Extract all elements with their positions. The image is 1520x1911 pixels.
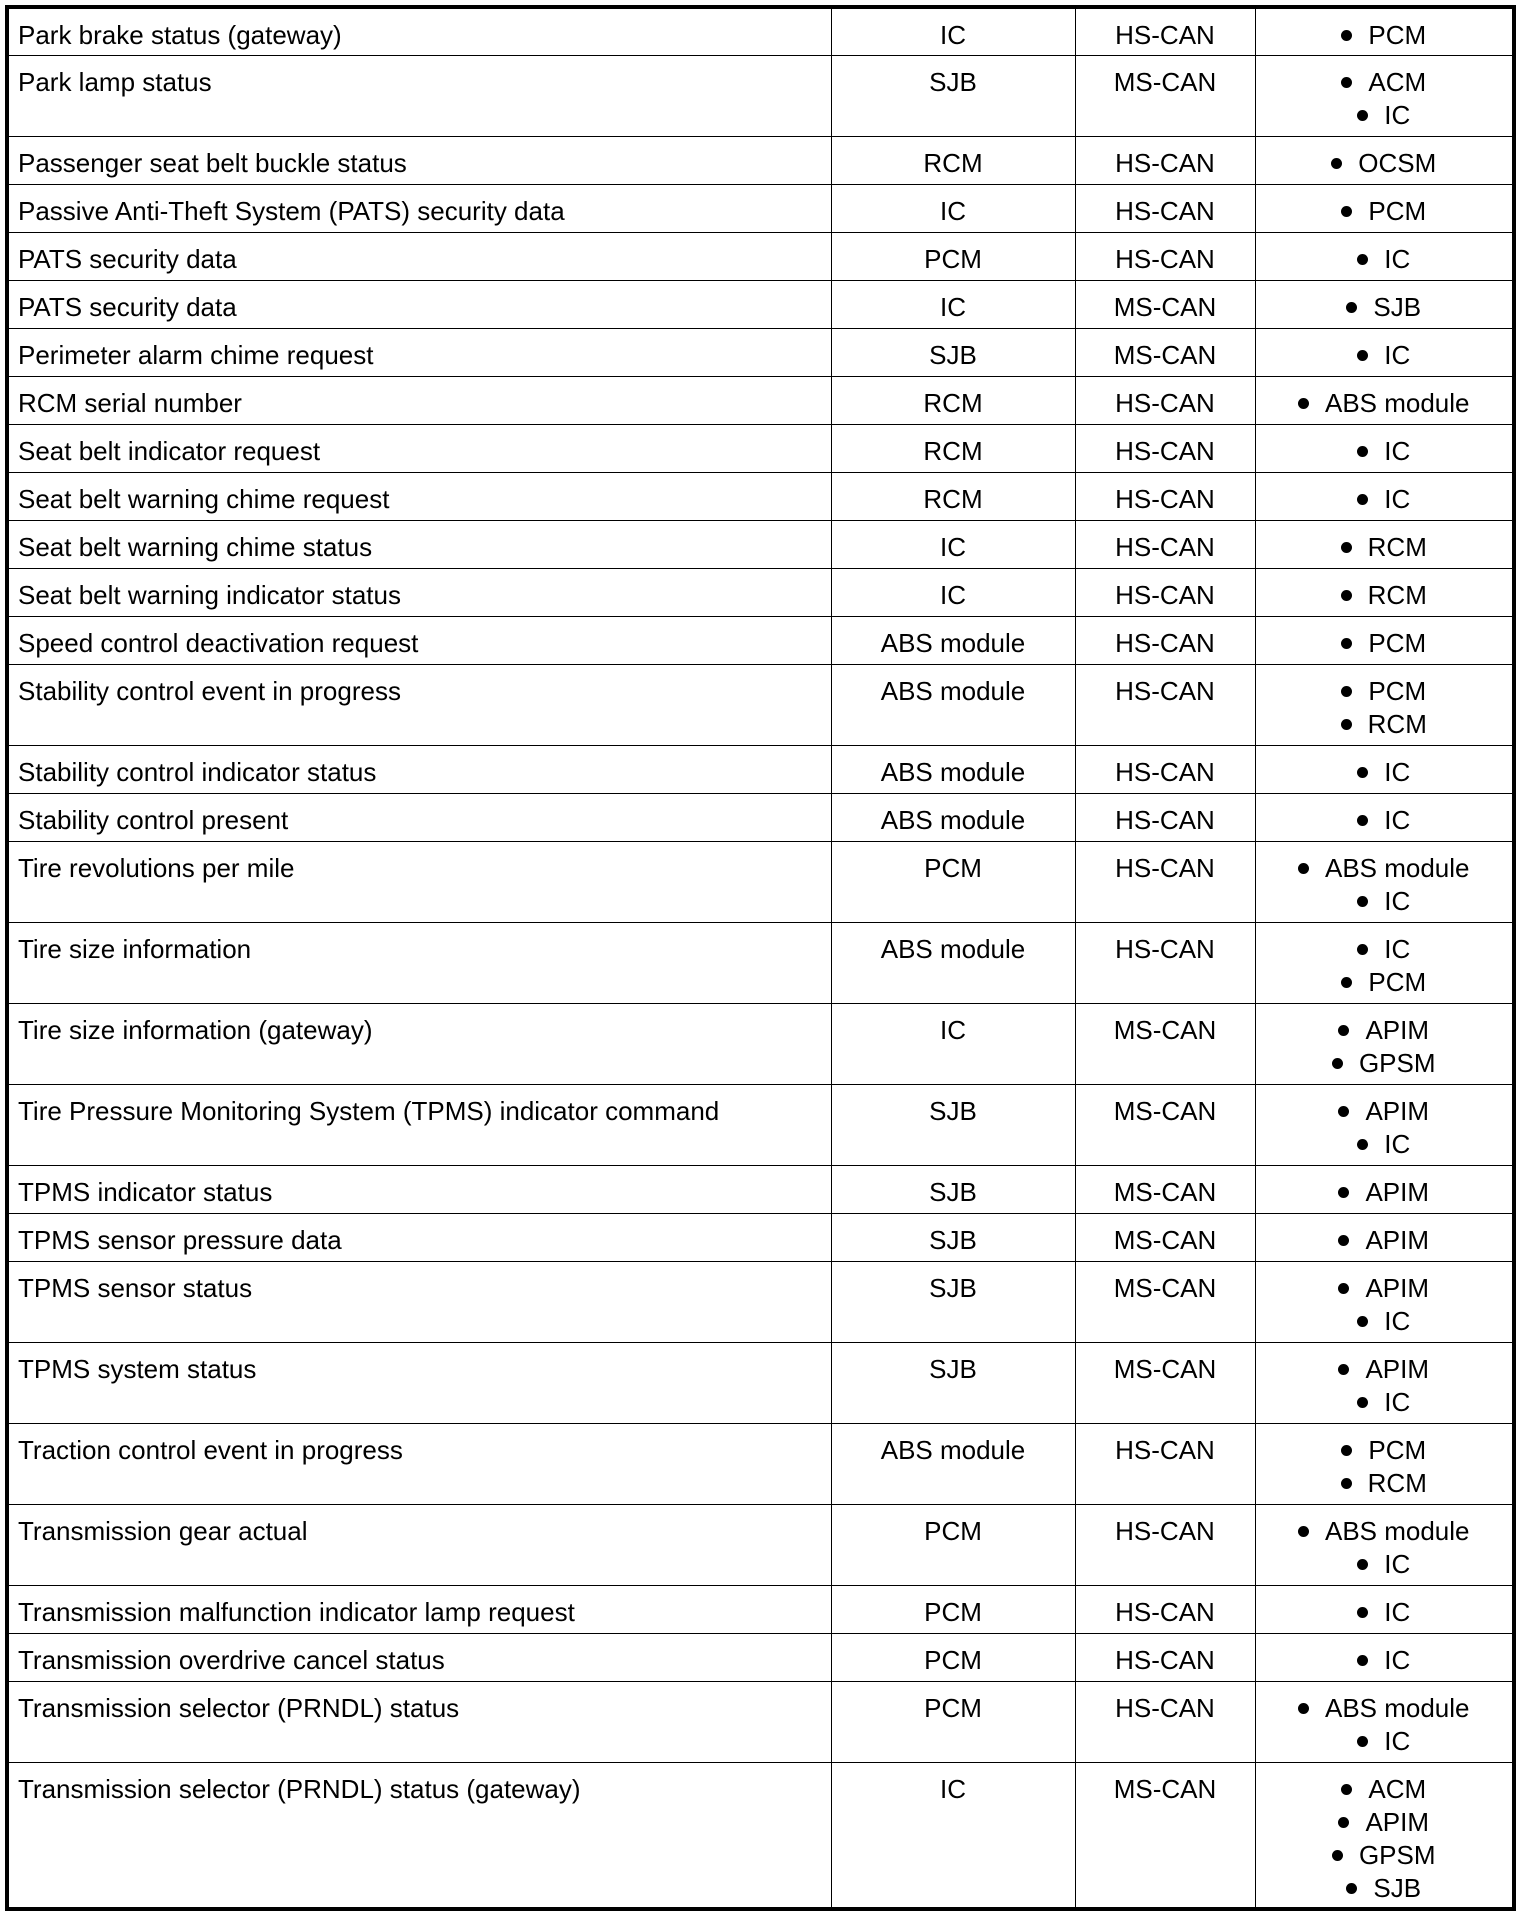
receiver-label: RCM	[1367, 1467, 1427, 1498]
bullet-icon	[1341, 1784, 1352, 1795]
receiver-label: ABS module	[1324, 852, 1470, 883]
receiver-item	[1265, 1644, 1504, 1677]
receivers-cell	[1255, 1633, 1514, 1681]
table-row	[7, 793, 1514, 841]
originator-cell: SJB	[831, 1213, 1075, 1261]
originator-cell: SJB	[831, 1084, 1075, 1165]
receiver-label: APIM	[1365, 1095, 1430, 1126]
originator-cell: ABS module	[831, 745, 1075, 793]
receiver-label: SJB	[1373, 291, 1422, 322]
receivers-cell	[1255, 1165, 1514, 1213]
receiver-item	[1265, 1434, 1504, 1467]
bullet-icon	[1341, 77, 1352, 88]
receivers-cell	[1255, 1003, 1514, 1084]
table-row	[7, 328, 1514, 376]
receiver-item	[1265, 1548, 1504, 1581]
receiver-item	[1265, 1305, 1504, 1338]
table-row	[7, 55, 1514, 136]
receiver-item	[1265, 885, 1504, 918]
receiver-item	[1265, 291, 1504, 324]
table-row	[7, 1681, 1514, 1762]
receivers-cell	[1255, 472, 1514, 520]
receiver-label: APIM	[1365, 1224, 1430, 1255]
bullet-icon	[1341, 1445, 1352, 1456]
bullet-icon	[1341, 542, 1352, 553]
receiver-item	[1265, 675, 1504, 708]
receiver-label: IC	[1384, 933, 1411, 964]
network-cell: HS-CAN	[1075, 1633, 1255, 1681]
message-cell: Traction control event in progress	[7, 1423, 831, 1504]
receivers-cell	[1255, 1423, 1514, 1504]
bullet-icon	[1357, 1559, 1368, 1570]
table-row	[7, 1213, 1514, 1261]
bullet-icon	[1332, 1058, 1343, 1069]
bullet-icon	[1338, 1106, 1349, 1117]
bullet-icon	[1298, 398, 1309, 409]
originator-cell: PCM	[831, 232, 1075, 280]
table-row	[7, 136, 1514, 184]
network-cell: HS-CAN	[1075, 472, 1255, 520]
receiver-item	[1265, 966, 1504, 999]
receiver-item	[1265, 1014, 1504, 1047]
network-cell: MS-CAN	[1075, 1762, 1255, 1909]
receivers-cell	[1255, 1504, 1514, 1585]
receiver-item	[1265, 387, 1504, 420]
receiver-label: APIM	[1365, 1806, 1430, 1837]
message-cell: PATS security data	[7, 232, 831, 280]
message-cell: Tire Pressure Monitoring System (TPMS) indicator command	[7, 1084, 831, 1165]
table-row	[7, 184, 1514, 232]
message-cell: Park brake status (gateway)	[7, 7, 831, 55]
receiver-item	[1265, 852, 1504, 885]
message-cell: Tire size information	[7, 922, 831, 1003]
originator-cell: SJB	[831, 1165, 1075, 1213]
bullet-icon	[1357, 350, 1368, 361]
message-cell: Stability control indicator status	[7, 745, 831, 793]
message-cell: Seat belt warning indicator status	[7, 568, 831, 616]
originator-cell: ABS module	[831, 922, 1075, 1003]
receivers-cell	[1255, 328, 1514, 376]
receiver-label: IC	[1384, 435, 1411, 466]
receiver-label: APIM	[1365, 1353, 1430, 1384]
message-cell: Transmission overdrive cancel status	[7, 1633, 831, 1681]
receiver-item	[1265, 1353, 1504, 1386]
receiver-label: ACM	[1368, 66, 1427, 97]
bullet-icon	[1341, 30, 1352, 41]
receiver-label: IC	[1384, 1386, 1411, 1417]
receiver-label: IC	[1384, 1596, 1411, 1627]
receiver-item	[1265, 1872, 1504, 1905]
bullet-icon	[1346, 302, 1357, 313]
message-cell: Tire revolutions per mile	[7, 841, 831, 922]
bullet-icon	[1338, 1187, 1349, 1198]
receiver-item	[1265, 1047, 1504, 1080]
originator-cell: IC	[831, 7, 1075, 55]
receiver-label: PCM	[1368, 675, 1427, 706]
message-cell: PATS security data	[7, 280, 831, 328]
table-row	[7, 1423, 1514, 1504]
receiver-item	[1265, 1725, 1504, 1758]
message-cell: RCM serial number	[7, 376, 831, 424]
network-message-table-sheet	[5, 5, 1516, 1906]
table-row	[7, 1504, 1514, 1585]
network-cell: HS-CAN	[1075, 922, 1255, 1003]
message-cell: Stability control present	[7, 793, 831, 841]
bullet-icon	[1298, 1703, 1309, 1714]
receivers-cell	[1255, 568, 1514, 616]
bullet-icon	[1341, 1478, 1352, 1489]
receiver-item	[1265, 1128, 1504, 1161]
bullet-icon	[1338, 1025, 1349, 1036]
originator-cell: IC	[831, 1762, 1075, 1909]
message-cell: TPMS indicator status	[7, 1165, 831, 1213]
message-cell: Transmission gear actual	[7, 1504, 831, 1585]
message-cell: Transmission malfunction indicator lamp request	[7, 1585, 831, 1633]
bullet-icon	[1357, 1139, 1368, 1150]
table-body	[7, 7, 1514, 1909]
originator-cell: RCM	[831, 376, 1075, 424]
network-cell: HS-CAN	[1075, 7, 1255, 55]
receivers-cell	[1255, 616, 1514, 664]
receiver-item	[1265, 1467, 1504, 1500]
table-row	[7, 1084, 1514, 1165]
receiver-label: ABS module	[1324, 1692, 1470, 1723]
network-cell: MS-CAN	[1075, 1261, 1255, 1342]
receiver-label: IC	[1384, 885, 1411, 916]
bullet-icon	[1341, 590, 1352, 601]
receiver-item	[1265, 1773, 1504, 1806]
network-cell: HS-CAN	[1075, 745, 1255, 793]
originator-cell: ABS module	[831, 616, 1075, 664]
table-row	[7, 841, 1514, 922]
receivers-cell	[1255, 664, 1514, 745]
originator-cell: PCM	[831, 1504, 1075, 1585]
bullet-icon	[1338, 1817, 1349, 1828]
table-row	[7, 376, 1514, 424]
bullet-icon	[1341, 638, 1352, 649]
message-cell: Seat belt indicator request	[7, 424, 831, 472]
bullet-icon	[1346, 1883, 1357, 1894]
table-row	[7, 7, 1514, 55]
receiver-item	[1265, 1839, 1504, 1872]
bullet-icon	[1357, 815, 1368, 826]
bullet-icon	[1338, 1235, 1349, 1246]
receiver-label: IC	[1384, 1548, 1411, 1579]
network-message-table	[5, 5, 1516, 1911]
receiver-label: GPSM	[1358, 1047, 1436, 1078]
receiver-label: ABS module	[1324, 387, 1470, 418]
table-row	[7, 1633, 1514, 1681]
receiver-label: PCM	[1368, 20, 1427, 50]
receiver-label: IC	[1384, 483, 1411, 514]
network-cell: MS-CAN	[1075, 1084, 1255, 1165]
receiver-item	[1265, 147, 1504, 180]
message-cell: Perimeter alarm chime request	[7, 328, 831, 376]
receivers-cell	[1255, 1681, 1514, 1762]
receivers-cell	[1255, 184, 1514, 232]
table-row	[7, 616, 1514, 664]
bullet-icon	[1357, 896, 1368, 907]
receivers-cell	[1255, 7, 1514, 55]
message-cell: TPMS sensor status	[7, 1261, 831, 1342]
message-cell: Seat belt warning chime request	[7, 472, 831, 520]
network-cell: HS-CAN	[1075, 1423, 1255, 1504]
message-cell: TPMS system status	[7, 1342, 831, 1423]
receiver-label: IC	[1384, 243, 1411, 274]
receiver-label: IC	[1384, 1128, 1411, 1159]
receiver-item	[1265, 1386, 1504, 1419]
receivers-cell	[1255, 841, 1514, 922]
bullet-icon	[1357, 767, 1368, 778]
receiver-item	[1265, 627, 1504, 660]
message-cell: Passive Anti-Theft System (PATS) security data	[7, 184, 831, 232]
network-cell: HS-CAN	[1075, 136, 1255, 184]
receivers-cell	[1255, 520, 1514, 568]
receiver-label: IC	[1384, 1644, 1411, 1675]
receiver-item	[1265, 1176, 1504, 1209]
receiver-label: APIM	[1365, 1014, 1430, 1045]
receiver-item	[1265, 195, 1504, 228]
network-cell: HS-CAN	[1075, 1585, 1255, 1633]
receiver-item	[1265, 804, 1504, 837]
message-cell: Tire size information (gateway)	[7, 1003, 831, 1084]
bullet-icon	[1331, 158, 1342, 169]
message-cell: Speed control deactivation request	[7, 616, 831, 664]
receiver-item	[1265, 483, 1504, 516]
receivers-cell	[1255, 1342, 1514, 1423]
bullet-icon	[1357, 494, 1368, 505]
message-cell: Stability control event in progress	[7, 664, 831, 745]
originator-cell: RCM	[831, 472, 1075, 520]
receiver-label: GPSM	[1358, 1839, 1436, 1870]
receiver-label: APIM	[1365, 1272, 1430, 1303]
originator-cell: SJB	[831, 1342, 1075, 1423]
originator-cell: RCM	[831, 424, 1075, 472]
bullet-icon	[1341, 686, 1352, 697]
receiver-label: APIM	[1365, 1176, 1430, 1207]
receiver-item	[1265, 1692, 1504, 1725]
table-row	[7, 1762, 1514, 1909]
bullet-icon	[1341, 977, 1352, 988]
message-cell: Seat belt warning chime status	[7, 520, 831, 568]
bullet-icon	[1357, 110, 1368, 121]
receivers-cell	[1255, 376, 1514, 424]
originator-cell: PCM	[831, 1681, 1075, 1762]
bullet-icon	[1338, 1283, 1349, 1294]
network-cell: HS-CAN	[1075, 424, 1255, 472]
originator-cell: IC	[831, 1003, 1075, 1084]
network-cell: MS-CAN	[1075, 328, 1255, 376]
network-cell: HS-CAN	[1075, 664, 1255, 745]
message-cell: Transmission selector (PRNDL) status (gateway)	[7, 1762, 831, 1909]
originator-cell: ABS module	[831, 793, 1075, 841]
receiver-label: IC	[1384, 99, 1411, 130]
originator-cell: IC	[831, 280, 1075, 328]
bullet-icon	[1357, 446, 1368, 457]
receiver-item	[1265, 19, 1504, 52]
receivers-cell	[1255, 136, 1514, 184]
receiver-item	[1265, 756, 1504, 789]
bullet-icon	[1357, 1607, 1368, 1618]
originator-cell: IC	[831, 568, 1075, 616]
network-cell: HS-CAN	[1075, 568, 1255, 616]
originator-cell: IC	[831, 184, 1075, 232]
receiver-item	[1265, 1272, 1504, 1305]
originator-cell: SJB	[831, 328, 1075, 376]
originator-cell: PCM	[831, 1633, 1075, 1681]
receivers-cell	[1255, 1762, 1514, 1909]
network-cell: HS-CAN	[1075, 616, 1255, 664]
receiver-label: PCM	[1368, 966, 1427, 997]
table-row	[7, 568, 1514, 616]
bullet-icon	[1341, 206, 1352, 217]
network-cell: HS-CAN	[1075, 793, 1255, 841]
receiver-item	[1265, 66, 1504, 99]
table-row	[7, 1342, 1514, 1423]
receiver-item	[1265, 1596, 1504, 1629]
receiver-item	[1265, 579, 1504, 612]
network-cell: HS-CAN	[1075, 232, 1255, 280]
table-row	[7, 922, 1514, 1003]
receiver-item	[1265, 1806, 1504, 1839]
network-cell: MS-CAN	[1075, 280, 1255, 328]
originator-cell: IC	[831, 520, 1075, 568]
network-cell: HS-CAN	[1075, 184, 1255, 232]
table-row	[7, 520, 1514, 568]
network-cell: HS-CAN	[1075, 1681, 1255, 1762]
network-cell: HS-CAN	[1075, 376, 1255, 424]
table-row	[7, 424, 1514, 472]
receiver-label: ABS module	[1324, 1515, 1470, 1546]
receiver-label: PCM	[1368, 627, 1427, 658]
table-row	[7, 232, 1514, 280]
receivers-cell	[1255, 793, 1514, 841]
receiver-label: IC	[1384, 1305, 1411, 1336]
receivers-cell	[1255, 1585, 1514, 1633]
receiver-label: OCSM	[1358, 147, 1437, 178]
network-cell: MS-CAN	[1075, 55, 1255, 136]
receiver-item	[1265, 339, 1504, 372]
bullet-icon	[1298, 1526, 1309, 1537]
receiver-item	[1265, 99, 1504, 132]
receiver-label: RCM	[1367, 708, 1427, 739]
receiver-label: IC	[1384, 804, 1411, 835]
receiver-label: IC	[1384, 756, 1411, 787]
originator-cell: ABS module	[831, 1423, 1075, 1504]
receiver-label: IC	[1384, 339, 1411, 370]
bullet-icon	[1341, 719, 1352, 730]
receiver-label: RCM	[1367, 579, 1427, 610]
receivers-cell	[1255, 232, 1514, 280]
receivers-cell	[1255, 280, 1514, 328]
receivers-cell	[1255, 922, 1514, 1003]
receivers-cell	[1255, 1084, 1514, 1165]
bullet-icon	[1338, 1364, 1349, 1375]
table-row	[7, 280, 1514, 328]
receivers-cell	[1255, 1213, 1514, 1261]
bullet-icon	[1298, 863, 1309, 874]
receiver-item	[1265, 708, 1504, 741]
receiver-label: PCM	[1368, 195, 1427, 226]
network-cell: MS-CAN	[1075, 1165, 1255, 1213]
receiver-label: RCM	[1367, 531, 1427, 562]
receiver-label: PCM	[1368, 1434, 1427, 1465]
message-cell: Passenger seat belt buckle status	[7, 136, 831, 184]
table-row	[7, 745, 1514, 793]
bullet-icon	[1357, 1736, 1368, 1747]
table-row	[7, 472, 1514, 520]
receiver-item	[1265, 933, 1504, 966]
originator-cell: ABS module	[831, 664, 1075, 745]
receiver-item	[1265, 243, 1504, 276]
receivers-cell	[1255, 55, 1514, 136]
receivers-cell	[1255, 745, 1514, 793]
table-row	[7, 1585, 1514, 1633]
receiver-item	[1265, 531, 1504, 564]
receiver-item	[1265, 435, 1504, 468]
bullet-icon	[1357, 1655, 1368, 1666]
receiver-label: IC	[1384, 1725, 1411, 1756]
message-cell: TPMS sensor pressure data	[7, 1213, 831, 1261]
network-cell: MS-CAN	[1075, 1342, 1255, 1423]
receiver-label: ACM	[1368, 1773, 1427, 1804]
network-cell: HS-CAN	[1075, 1504, 1255, 1585]
table-row	[7, 1003, 1514, 1084]
network-cell: MS-CAN	[1075, 1003, 1255, 1084]
bullet-icon	[1357, 254, 1368, 265]
receivers-cell	[1255, 424, 1514, 472]
message-cell: Park lamp status	[7, 55, 831, 136]
bullet-icon	[1332, 1850, 1343, 1861]
bullet-icon	[1357, 1316, 1368, 1327]
network-cell: HS-CAN	[1075, 520, 1255, 568]
originator-cell: SJB	[831, 1261, 1075, 1342]
receiver-label: SJB	[1373, 1872, 1422, 1903]
table-row	[7, 1261, 1514, 1342]
originator-cell: RCM	[831, 136, 1075, 184]
network-cell: HS-CAN	[1075, 841, 1255, 922]
originator-cell: SJB	[831, 55, 1075, 136]
bullet-icon	[1357, 944, 1368, 955]
network-cell: MS-CAN	[1075, 1213, 1255, 1261]
table-row	[7, 664, 1514, 745]
receiver-item	[1265, 1095, 1504, 1128]
receiver-item	[1265, 1224, 1504, 1257]
receiver-item	[1265, 1515, 1504, 1548]
receivers-cell	[1255, 1261, 1514, 1342]
bullet-icon	[1357, 1397, 1368, 1408]
table-row	[7, 1165, 1514, 1213]
originator-cell: PCM	[831, 1585, 1075, 1633]
originator-cell: PCM	[831, 841, 1075, 922]
message-cell: Transmission selector (PRNDL) status	[7, 1681, 831, 1762]
